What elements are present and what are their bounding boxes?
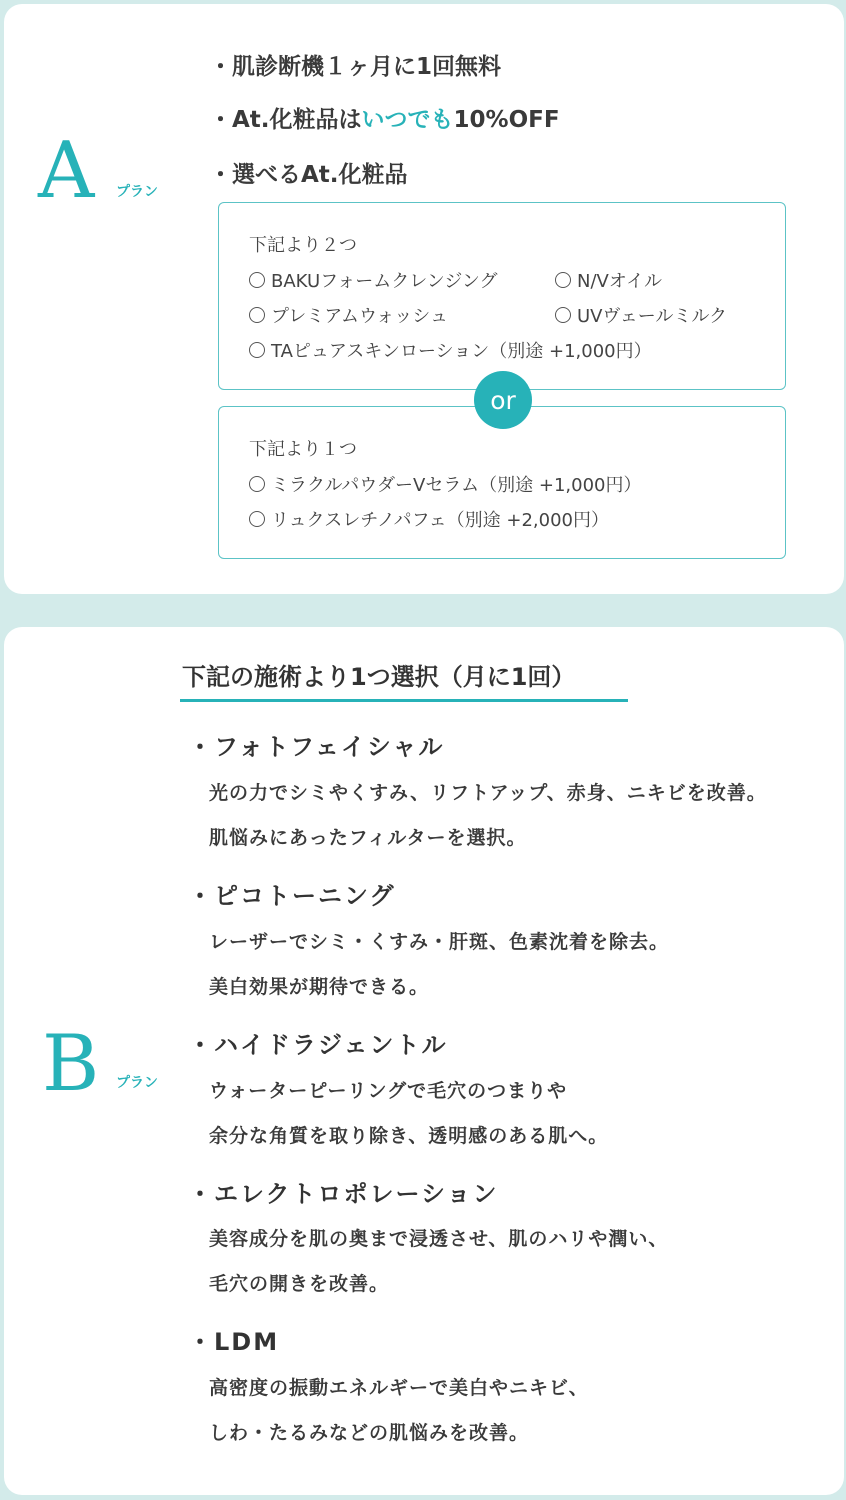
treatment-desc: ウォーターピーリングで毛穴のつまりや <box>209 1080 568 1102</box>
option-nv-oil[interactable]: N/Vオイル <box>555 267 662 293</box>
option-miracle-powder-v-serum[interactable]: ミラクルパウダーVセラム（別途 +1,000円） <box>249 471 642 497</box>
heading-underline <box>180 699 628 702</box>
radio-icon[interactable] <box>555 272 571 288</box>
treatment-desc: 毛穴の開きを改善。 <box>209 1273 390 1295</box>
treatment-desc: 肌悩みにあったフィルターを選択。 <box>209 827 527 849</box>
treatment-title-hydra-gentle: ・ハイドラジェントル <box>188 1031 448 1059</box>
radio-icon[interactable] <box>249 342 265 358</box>
treatment-desc: 光の力でシミやくすみ、リフトアップ、赤身、ニキビを改善。 <box>209 782 767 804</box>
option-ta-pure-skin-lotion[interactable]: TAピュアスキンローション（別途 +1,000円） <box>249 337 652 363</box>
option-baku-foam-cleansing[interactable]: BAKUフォームクレンジング <box>249 267 498 293</box>
radio-icon[interactable] <box>249 272 265 288</box>
option-luxe-retino-parfait[interactable]: リュクスレチノパフェ（別途 +2,000円） <box>249 506 609 532</box>
benefit-discount-accent: いつでも <box>361 107 454 133</box>
benefit-discount: ・At.化粧品はいつでも10%OFF <box>209 107 560 133</box>
benefit-skin-diagnosis: ・肌診断機１ヶ月に1回無料 <box>209 54 502 80</box>
or-badge: or <box>474 371 532 429</box>
treatment-desc: しわ・たるみなどの肌悩みを改善。 <box>209 1422 530 1444</box>
plan-b-word: プラン <box>116 1075 158 1091</box>
radio-icon[interactable] <box>249 307 265 323</box>
plan-a-card <box>4 4 844 594</box>
plan-a-word: プラン <box>116 184 158 200</box>
radio-icon[interactable] <box>555 307 571 323</box>
plan-b-card <box>4 627 844 1495</box>
treatment-desc: 高密度の振動エネルギーで美白やニキビ、 <box>209 1377 589 1399</box>
plan-b-letter: B <box>42 1019 100 1109</box>
treatment-title-ldm: ・LDM <box>188 1328 280 1356</box>
option-uv-veil-milk[interactable]: UVヴェールミルク <box>555 302 727 328</box>
plan-a-letter: A <box>38 126 95 216</box>
treatment-desc: レーザーでシミ・くすみ・肝斑、色素沈着を除去。 <box>209 931 670 953</box>
box2-heading: 下記より１つ <box>249 439 357 460</box>
radio-icon[interactable] <box>249 476 265 492</box>
treatment-desc: 余分な角質を取り除き、透明感のある肌へ。 <box>209 1125 609 1147</box>
box1-heading: 下記より２つ <box>249 235 357 256</box>
treatment-title-photofacial: ・フォトフェイシャル <box>188 733 445 761</box>
benefit-cosmetics: ・選べるAt.化粧品 <box>209 162 408 188</box>
treatment-desc: 美容成分を肌の奥まで浸透させ、肌のハリや潤い、 <box>209 1228 669 1250</box>
plan-b-heading: 下記の施術より1つ選択（月に1回） <box>182 663 576 691</box>
treatment-desc: 美白効果が期待できる。 <box>209 976 430 998</box>
radio-icon[interactable] <box>249 511 265 527</box>
option-premium-wash[interactable]: プレミアムウォッシュ <box>249 302 448 328</box>
treatment-title-pico-toning: ・ピコトーニング <box>188 882 396 910</box>
treatment-title-electroporation: ・エレクトロポレーション <box>188 1180 499 1208</box>
cosmetics-choice-two-box <box>218 202 786 390</box>
